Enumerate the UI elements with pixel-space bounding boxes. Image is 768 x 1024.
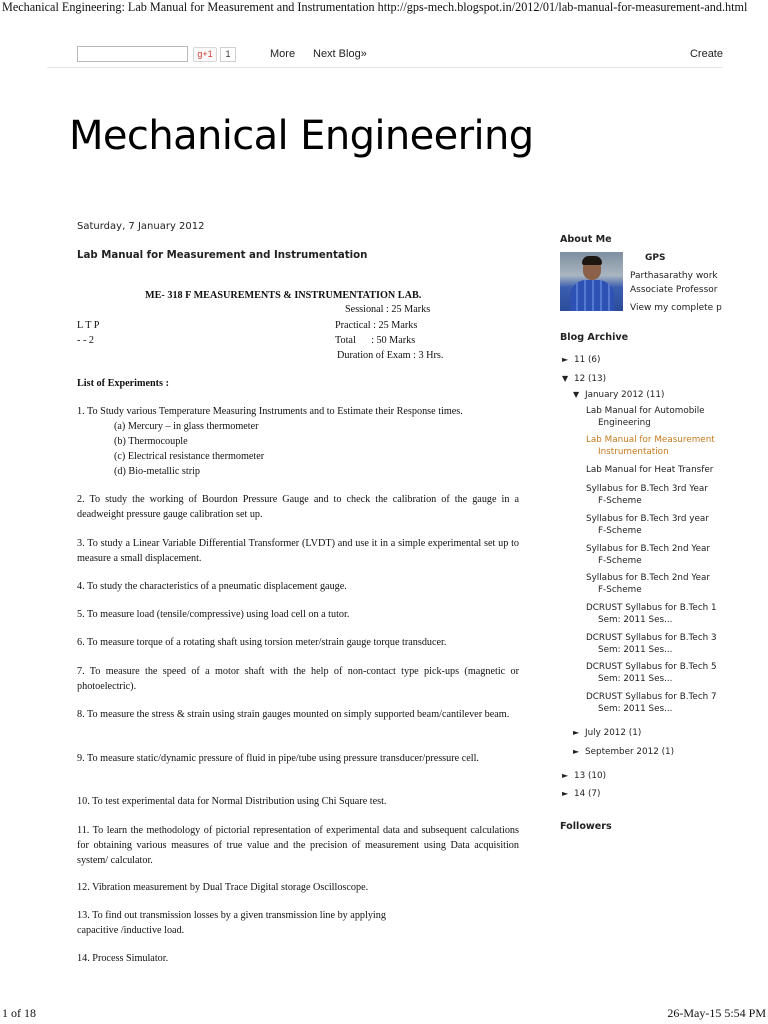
- archive-post[interactable]: [586, 692, 717, 715]
- experiment-2: 2. To study the working of Bourdon Pressure Gauge and to check the calibration of the gauge in a deadweight pressure gauge calibration set up.: [77, 494, 519, 520]
- archive-link[interactable]: July 2012 (1): [585, 728, 642, 738]
- archive-post-link[interactable]: Lab Manual for Automobile: [586, 406, 705, 416]
- profile-description: Parthasarathy work: [630, 271, 718, 281]
- archive-month-july[interactable]: [573, 727, 641, 740]
- search-input[interactable]: [77, 46, 188, 62]
- create-blog-link[interactable]: Create: [689, 48, 723, 60]
- archive-year-12[interactable]: [562, 373, 606, 386]
- document-heading: ME- 318 F MEASUREMENTS & INSTRUMENTATION LAB.: [145, 290, 422, 301]
- print-footer: [0, 1006, 768, 1022]
- archive-post-link[interactable]: Syllabus for B.Tech 2nd Year: [586, 573, 711, 583]
- archive-year-13[interactable]: [562, 770, 606, 783]
- archive-post-link[interactable]: DCRUST Syllabus for B.Tech 1: [586, 603, 717, 613]
- experiment-13: 13. To find out transmission losses by a given transmission line by applying: [77, 910, 386, 921]
- expand-triangle-icon[interactable]: ►: [573, 747, 580, 756]
- archive-post-link[interactable]: F-Scheme: [598, 495, 642, 506]
- experiment-4: 4. To study the characteristics of a pneumatic displacement gauge.: [77, 581, 347, 592]
- print-url: http://gps-mech.blogspot.in/2012/01/lab-manual-for-measurement-and.html: [377, 0, 748, 14]
- experiment-7: 7. To measure the speed of a motor shaft with the help of non-contact type pick-ups (magnetic or photoelectric).: [77, 666, 519, 692]
- blog-title[interactable]: Mechanical Engineering: [69, 113, 534, 159]
- more-link[interactable]: More: [270, 48, 296, 60]
- expand-triangle-icon[interactable]: ►: [562, 789, 569, 798]
- experiment-8: 8. To measure the stress & strain using strain gauges mounted on simply supported beam/cantilever beam.: [77, 709, 510, 720]
- archive-year-14[interactable]: [562, 788, 600, 801]
- experiment-11: 11. To learn the methodology of pictorial representation of experimental data and subsequent calculations for obtaining various measures of true value and the precision of measurement using Data acquisition system/ calculator.: [77, 825, 519, 866]
- post-title[interactable]: Lab Manual for Measurement and Instrumentation: [77, 250, 368, 261]
- archive-post[interactable]: [586, 406, 705, 429]
- profile-name[interactable]: GPS: [645, 253, 666, 263]
- archive-post-link[interactable]: Instrumentation: [598, 446, 669, 457]
- archive-post-link[interactable]: Lab Manual for Heat Transfer: [586, 465, 714, 475]
- archive-post-link[interactable]: F-Scheme: [598, 555, 642, 566]
- expand-triangle-icon[interactable]: ►: [562, 771, 569, 780]
- archive-post-link[interactable]: Sem: 2011 Ses...: [598, 703, 673, 714]
- archive-post-link[interactable]: Lab Manual for Measurement: [586, 435, 715, 445]
- archive-post-link[interactable]: DCRUST Syllabus for B.Tech 7: [586, 692, 717, 702]
- experiment-6: 6. To measure torque of a rotating shaft using torsion meter/strain gauge torque transducer.: [77, 637, 447, 648]
- print-timestamp: 26-May-15 5:54 PM: [667, 1006, 766, 1020]
- archive-post-link[interactable]: Syllabus for B.Tech 3rd Year: [586, 484, 708, 494]
- experiment-9: 9. To measure static/dynamic pressure of fluid in pipe/tube using pressure transducer/pressure cell.: [77, 753, 479, 764]
- archive-post[interactable]: [586, 484, 708, 507]
- print-header: [0, 0, 768, 22]
- archive-post-link[interactable]: Engineering: [598, 417, 651, 428]
- experiment-14: 14. Process Simulator.: [77, 953, 169, 964]
- total-marks: Total : 50 Marks: [335, 335, 416, 346]
- archive-link[interactable]: 14 (7): [574, 789, 601, 799]
- experiment-10: 10. To test experimental data for Normal Distribution using Chi Square test.: [77, 796, 387, 807]
- archive-post-link[interactable]: F-Scheme: [598, 525, 642, 536]
- page-number: 1 of 18: [2, 1006, 36, 1020]
- archive-post-link[interactable]: DCRUST Syllabus for B.Tech 5: [586, 662, 717, 672]
- ltp-value: - - 2: [77, 335, 94, 346]
- experiment-1-sub: (a) Mercury – in glass thermometer: [114, 421, 259, 432]
- google-plus-button[interactable]: g+1: [193, 47, 217, 62]
- sessional-marks: Sessional : 25 Marks: [345, 304, 431, 315]
- archive-post[interactable]: [586, 603, 717, 626]
- experiment-12: 12. Vibration measurement by Dual Trace Digital storage Oscilloscope.: [77, 882, 369, 893]
- archive-post-link[interactable]: F-Scheme: [598, 584, 642, 595]
- archive-post[interactable]: [586, 662, 717, 685]
- about-me-heading: About Me: [560, 234, 612, 245]
- plus-one-count: 1: [220, 47, 236, 62]
- profile-description: Associate Professor: [630, 285, 718, 295]
- post-date: Saturday, 7 January 2012: [77, 221, 205, 232]
- followers-heading: Followers: [560, 821, 612, 832]
- archive-post-link[interactable]: Syllabus for B.Tech 3rd year: [586, 514, 709, 524]
- collapse-triangle-icon[interactable]: ▼: [562, 374, 569, 383]
- print-title: Mechanical Engineering: Lab Manual for Measurement and Instrumentation: [2, 0, 375, 14]
- blog-archive-heading: Blog Archive: [560, 332, 629, 343]
- archive-post-link[interactable]: Syllabus for B.Tech 2nd Year: [586, 544, 711, 554]
- archive-link[interactable]: 13 (10): [574, 771, 607, 781]
- archive-link[interactable]: September 2012 (1): [585, 747, 675, 757]
- collapse-triangle-icon[interactable]: ▼: [573, 390, 580, 399]
- ltp-label: L T P: [77, 320, 100, 331]
- archive-post-link[interactable]: Sem: 2011 Ses...: [598, 614, 673, 625]
- archive-post-link[interactable]: Sem: 2011 Ses...: [598, 673, 673, 684]
- archive-post[interactable]: [586, 544, 710, 567]
- archive-post[interactable]: [586, 514, 709, 537]
- list-heading: List of Experiments :: [77, 378, 169, 389]
- archive-link[interactable]: 11 (6): [574, 355, 601, 365]
- archive-post[interactable]: [586, 633, 717, 656]
- archive-post-link[interactable]: Sem: 2011 Ses...: [598, 644, 673, 655]
- next-blog-link[interactable]: Next Blog»: [313, 48, 367, 60]
- archive-post[interactable]: [586, 465, 713, 477]
- experiment-5: 5. To measure load (tensile/compressive) using load cell on a tutor.: [77, 609, 350, 620]
- archive-link[interactable]: January 2012 (11): [585, 390, 665, 400]
- archive-year-11[interactable]: [562, 354, 600, 367]
- expand-triangle-icon[interactable]: ►: [573, 728, 580, 737]
- experiment-13-cont: capacitive /inductive load.: [77, 925, 185, 936]
- experiment-1-sub: (c) Electrical resistance thermometer: [114, 451, 265, 462]
- archive-month-january[interactable]: [573, 389, 664, 402]
- profile-photo[interactable]: [560, 252, 623, 311]
- archive-post[interactable]: [586, 573, 710, 596]
- experiment-1-sub: (d) Bio-metallic strip: [114, 466, 201, 477]
- view-profile-link[interactable]: View my complete p: [630, 303, 722, 313]
- sidebar: [560, 230, 728, 850]
- expand-triangle-icon[interactable]: ►: [562, 355, 569, 364]
- archive-month-september[interactable]: [573, 746, 674, 759]
- blogger-navbar: [47, 44, 723, 68]
- experiment-3: 3. To study a Linear Variable Differential Transformer (LVDT) and use it in a simple experimental set up to measure a small displacement.: [77, 538, 519, 564]
- experiment-1: 1. To Study various Temperature Measuring Instruments and to Estimate their Response times.: [77, 406, 463, 417]
- archive-post-link[interactable]: DCRUST Syllabus for B.Tech 3: [586, 633, 717, 643]
- experiment-1-sub: (b) Thermocouple: [114, 436, 188, 447]
- archive-post-current[interactable]: [586, 435, 715, 458]
- practical-marks: Practical : 25 Marks: [335, 320, 418, 331]
- archive-link[interactable]: 12 (13): [574, 374, 607, 384]
- exam-duration: Duration of Exam : 3 Hrs.: [337, 350, 444, 361]
